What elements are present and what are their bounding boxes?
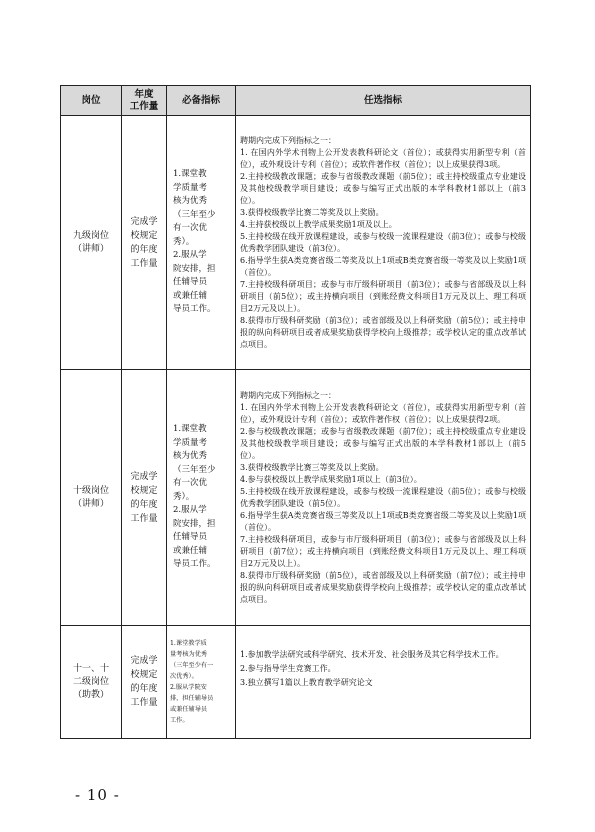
optional-item: 7.主持校级科研项目，或参与市厅级科研项目（前3位）；或参与省部级及以上科研项目（前7位）；或主持横向项目（到账经费文科项目1万元及以上、理工科项目2万元及以上）。: [240, 534, 526, 568]
optional-item: 6.指导学生获A类竞赛省级二等奖及以上1项或B类竞赛省级一等奖及以上奖励1项（首位）。: [240, 255, 526, 277]
table-row: [61, 626, 531, 739]
required-cell: 1.课堂教学质 量考核为优秀 （三年至少有一 次优秀）。 2.服从学院安 排，担任辅导员 或兼任辅导员 工作。: [167, 626, 236, 739]
optional-cell: [236, 626, 531, 739]
optional-item: 1. 在国内外学术刊物上公开发表教科研论文（首位）；或获得实用新型专利（首位），或外观设计专利（首位）；或软件著作权（首位）；以上成果获得3项。: [240, 147, 526, 169]
optional-item: 4.主持获校级以上教学成果奖励1项及以上。: [240, 219, 397, 229]
workload-cell: 完成学 校规定 的年度 工作量: [122, 116, 167, 370]
optional-cell: [236, 370, 531, 626]
position-cell: 九级岗位 （讲师）: [61, 116, 122, 370]
optional-item: 8.获得市厅级科研奖励（前3位）；或省部级及以上科研奖励（前5位）；或主持申报的纵向科研项目或者成果奖励获得学校向上级推荐；或学校认定的重点改革试点项目。: [240, 315, 526, 349]
post-requirements-table: [60, 85, 531, 739]
optional-intro: 聘期内完成下列指标之一：: [240, 390, 336, 400]
position-cell: 十一、十 二级岗位 （助教）: [61, 626, 122, 739]
optional-item: 5.主持校级在线开放课程建设，或参与校级一流课程建设（前3位）；或参与校级优秀教学团队建设（前3位）。: [240, 231, 526, 253]
optional-item: 3.独立撰写1篇以上教育教学研究论文: [240, 678, 373, 687]
header-required: 必备指标: [167, 86, 236, 116]
workload-cell: 完成学 校规定 的年度 工作量: [122, 626, 167, 739]
page-number: - 10 -: [75, 786, 120, 804]
required-cell: 1.课堂教 学质量考 核为优秀 （三年至少 有一次优 秀）。 2.服从学 院安排，担 任辅导员 或兼任辅 导员工作。: [167, 116, 236, 370]
required-cell: 1.课堂教 学质量考 核为优秀 （三年至少 有一次优 秀）。 2.服从学 院安排，担 任辅导员 或兼任辅 导员工作。: [167, 370, 236, 626]
table-row: [61, 370, 531, 626]
optional-item: 1.参加教学法研究或科学研究、技术开发、社会服务及其它科学技术工作。: [240, 650, 504, 659]
optional-item: 8.获得市厅级科研奖励（前5位），或省部级及以上科研奖励（前7位）；或主持申报的纵向科研项目或者成果奖励获得学校向上级推荐；或学校认定的重点改革试点项目。: [240, 570, 526, 604]
table-row: [61, 116, 531, 370]
header-workload: 年度 工作量: [122, 86, 167, 116]
optional-item: 5.主持校级在线开放课程建设，或参与校级一流课程建设（前5位）；或参与校级优秀教学团队建设（前5位）。: [240, 486, 526, 508]
optional-item: 2.参与指导学生竞赛工作。: [240, 664, 336, 673]
optional-item: 2.参与校级教改课题；或参与省级教改课题（前7位）；或主持校级重点专业建设及其他校级教学项目建设；或参与编写正式出版的本学科教材1部以上（前5位）。: [240, 426, 526, 460]
optional-cell: [236, 116, 531, 370]
table-header-row: [61, 86, 531, 116]
optional-item: 1. 在国内外学术刊物上公开发表教科研论文（首位），或获得实用新型专利（首位），或外观设计专利（首位）；或软件著作权（首位）；以上成果获得2项。: [240, 402, 526, 424]
optional-item: 7.主持校级科研项目；或参与市厅级科研项目（前3位）；或参与省部级及以上科研项目（前5位）；或主持横向项目（到账经费文科项目1万元及以上、理工科项目2万元及以上）。: [240, 279, 526, 313]
optional-item: 6.指导学生获A类竞赛省级三等奖及以上1项或B类竞赛省级二等奖及以上奖励1项（首位）。: [240, 510, 526, 532]
header-optional: 任选指标: [236, 86, 531, 116]
optional-item: 4.参与获校级以上教学成果奖励1项以上（前3位）。: [240, 474, 422, 484]
workload-cell: 完成学 校规定 的年度 工作量: [122, 370, 167, 626]
optional-intro: 聘期内完成下列指标之一：: [240, 135, 336, 145]
position-cell: 十级岗位 （讲师）: [61, 370, 122, 626]
optional-item: 3.获得校级教学比赛三等奖及以上奖励。: [240, 462, 384, 472]
optional-item: 3.获得校级教学比赛二等奖及以上奖励。: [240, 207, 384, 217]
header-position: 岗位: [61, 86, 122, 116]
optional-item: 2.主持校级教改课题；或参与省级教改课题（前5位）；或主持校级重点专业建设及其他校级教学项目建设；或参与编写正式出版的本学科教材1部以上（前3位）。: [240, 171, 526, 205]
